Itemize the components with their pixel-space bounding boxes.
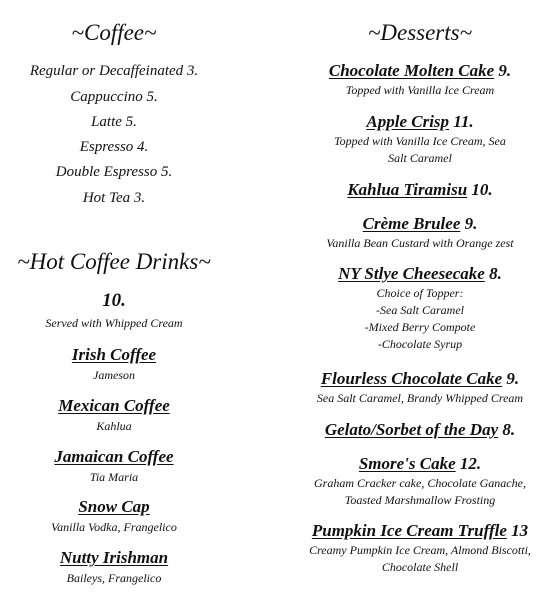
coffee-item: Latte 5.	[91, 114, 137, 130]
item-desc: Vanilla Vodka, Frangelico	[51, 520, 177, 534]
item-name: Chocolate Molten Cake	[328, 61, 495, 80]
item-price: 9.	[506, 369, 520, 388]
coffee-item: Hot Tea 3.	[82, 190, 146, 206]
menu-item	[0, 548, 228, 587]
item-name: Crème Brulee	[362, 214, 461, 233]
item-name: Mexican Coffee	[58, 396, 170, 415]
coffee-item: Double Espresso 5.	[55, 164, 173, 180]
menu-item	[282, 61, 558, 99]
menu-item	[276, 369, 558, 407]
item-desc: Creamy Pumpkin Ice Cream, Almond Biscotti,	[309, 543, 531, 557]
item-price: 8.	[489, 264, 502, 283]
hot-drinks-price: 10.	[102, 290, 126, 311]
item-desc: Vanilla Bean Custard with Orange zest	[326, 236, 514, 250]
item-desc: Graham Cracker cake, Chocolate Ganache,	[314, 476, 526, 490]
item-desc: Chocolate Shell	[381, 560, 459, 574]
item-desc: Tia Maria	[89, 470, 139, 484]
item-desc: Salt Caramel	[388, 151, 452, 165]
coffee-item: Cappuccino 5.	[70, 89, 158, 105]
hot-drinks-price-note: Served with Whipped Cream	[45, 316, 183, 330]
item-name: Gelato/Sorbet of the Day	[324, 420, 499, 439]
item-name: Nutty Irishman	[59, 548, 169, 567]
item-desc: -Chocolate Syrup	[377, 337, 463, 351]
item-price: 12.	[459, 454, 482, 473]
item-name: Smore's Cake	[358, 454, 456, 473]
item-desc: -Mixed Berry Compote	[364, 320, 476, 334]
item-name: Jamaican Coffee	[54, 447, 174, 466]
menu-item	[276, 521, 558, 576]
item-price: 9.	[464, 214, 478, 233]
menu-item	[0, 497, 228, 536]
item-name: NY Stlye Cheesecake	[338, 264, 485, 283]
item-desc: -Sea Salt Caramel	[376, 303, 464, 317]
item-name: Flourless Chocolate Cake	[320, 369, 503, 388]
menu-item	[0, 345, 228, 384]
menu-item	[282, 112, 558, 167]
item-name: Irish Coffee	[71, 345, 157, 364]
item-desc: Jameson	[93, 368, 135, 382]
item-desc: Sea Salt Caramel, Brandy Whipped Cream	[316, 391, 524, 405]
item-desc: Toasted Marshmallow Frosting	[344, 493, 496, 507]
coffee-item: Regular or Decaffeinated 3.	[29, 63, 199, 79]
item-name: Pumpkin Ice Cream Truffle	[311, 521, 507, 540]
item-price: 11.	[453, 112, 474, 131]
item-name: Kahlua Tiramisu	[347, 180, 468, 199]
menu-item	[276, 420, 558, 440]
item-desc: Topped with Vanilla Ice Cream, Sea	[334, 134, 506, 148]
item-name: Apple Crisp	[366, 112, 450, 131]
coffee-heading: ~Coffee~	[71, 20, 157, 45]
coffee-item: Espresso 4.	[79, 139, 149, 155]
item-price: 10.	[471, 180, 493, 199]
menu-item	[0, 447, 228, 486]
item-desc: Topped with Vanilla Ice Cream	[345, 83, 495, 97]
hot-drinks-heading: ~Hot Coffee Drinks~	[17, 249, 211, 274]
item-desc: Kahlua	[96, 419, 132, 433]
menu-item	[282, 264, 558, 353]
desserts-heading: ~Desserts~	[367, 20, 473, 45]
menu-item	[282, 180, 558, 200]
item-name: Snow Cap	[78, 497, 150, 516]
menu-item	[0, 396, 228, 435]
item-desc: Baileys, Frangelico	[66, 571, 162, 585]
item-desc: Choice of Topper:	[376, 286, 464, 300]
menu-item	[282, 454, 558, 509]
menu-item	[282, 214, 558, 252]
item-price: 8.	[502, 420, 516, 439]
item-price: 13	[511, 521, 529, 540]
item-price: 9.	[498, 61, 512, 80]
